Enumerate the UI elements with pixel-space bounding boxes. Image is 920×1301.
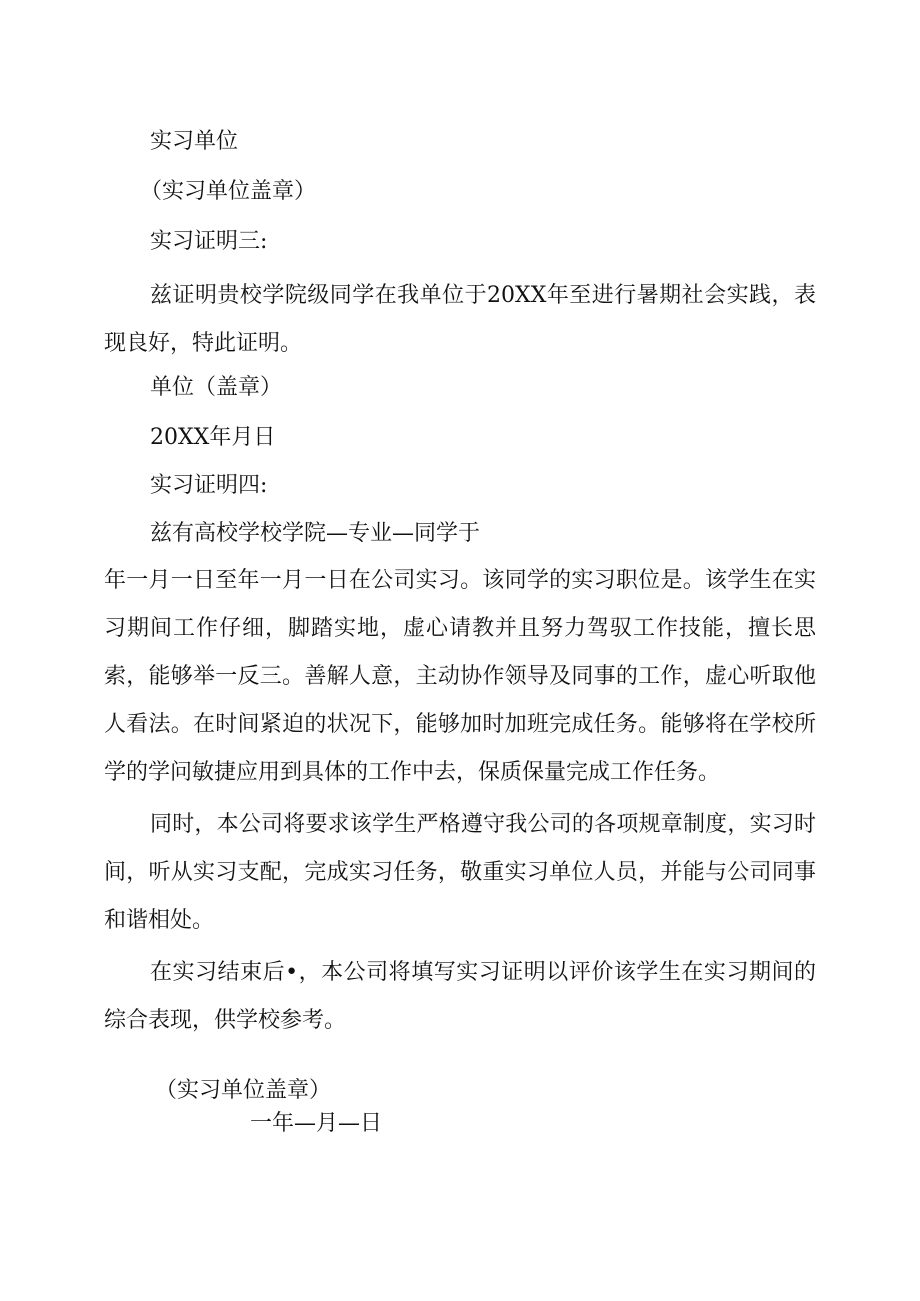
cert-4-body: 年一月一日至年一月一日在公司实习。该同学的实习职位是。该学生在实习期间工作仔细，脚踏实地，虚心请教并且努力驾驭工作技能，擅长思索，能够举一反三。善解人意，主动协作领导及同事的工作，虚心听取他人看法。在时间紧迫的状况下，能够加时加班完成任务。能够将在学校所学的学问敏捷应用到具体的工作中去，保质保量完成工作任务。 xyxy=(104,568,816,785)
unit-seal-line: 单位（盖章） xyxy=(150,375,283,400)
date-line-2: 一年—月—日 xyxy=(250,1111,383,1136)
cert-3-heading: 实习证明三: xyxy=(150,229,268,254)
cert-3-body: 兹证明贵校学院级同学在我单位于20XX年至进行暑期社会实践，表现良好，特此证明。 xyxy=(104,283,816,356)
cert-4-closing: 在实习结束后•，本公司将填写实习证明以评价该学生在实习期间的综合表现，供学校参考。 xyxy=(104,960,816,1033)
unit-line: 实习单位 xyxy=(150,129,239,154)
cert-4-intro: 兹有高校学校学院—专业—同学于 xyxy=(150,521,481,546)
cert-4-rules: 同时，本公司将要求该学生严格遵守我公司的各项规章制度，实习时间，听从实习支配，完成实习任务，敬重实习单位人员，并能与公司同事和谐相处。 xyxy=(104,812,816,933)
seal-line-2: （实习单位盖章） xyxy=(155,1078,332,1103)
cert-4-heading: 实习证明四: xyxy=(150,473,268,498)
date-line: 20XX年月日 xyxy=(150,425,276,450)
seal-line: （实习单位盖章） xyxy=(140,179,317,204)
